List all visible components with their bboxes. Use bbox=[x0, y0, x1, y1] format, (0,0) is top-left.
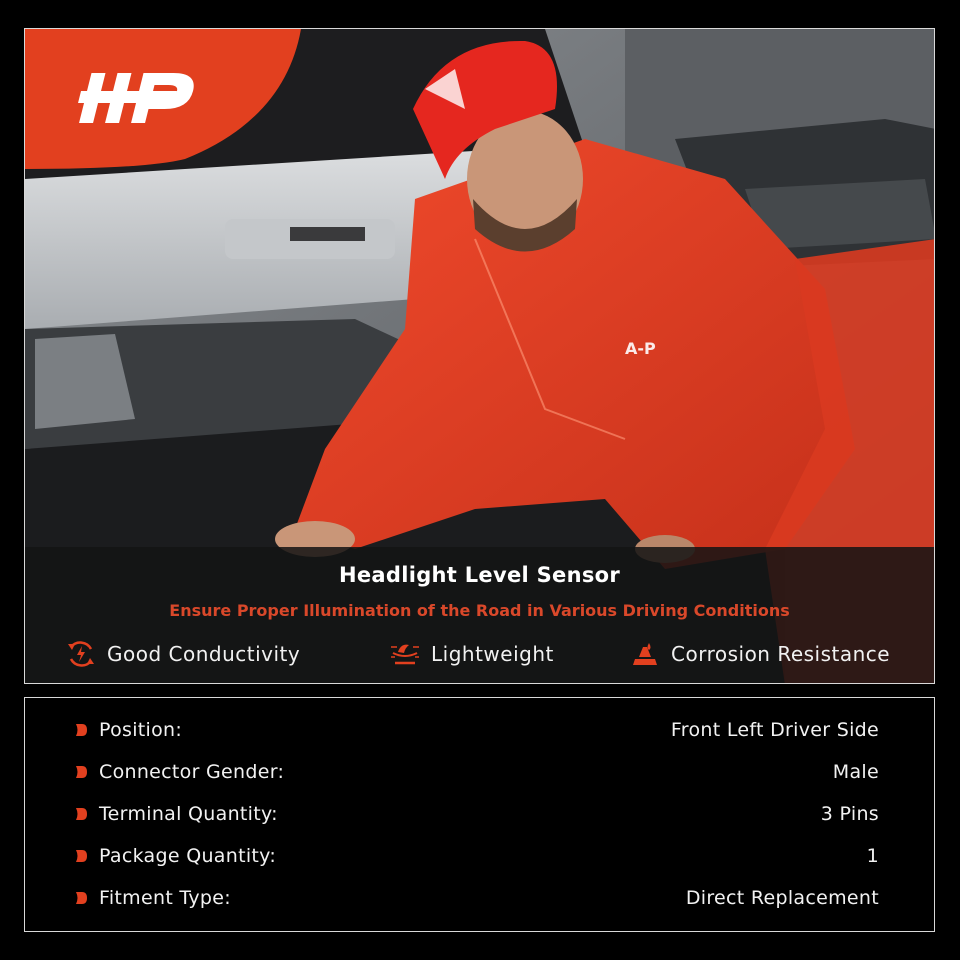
feature-label: Lightweight bbox=[431, 642, 554, 666]
product-caption bbox=[25, 547, 934, 683]
svg-text:A-P: A-P bbox=[625, 339, 656, 358]
spec-row bbox=[73, 759, 879, 785]
spec-name: Package Quantity: bbox=[99, 845, 277, 867]
spec-name: Position: bbox=[99, 719, 183, 741]
feature-label: Good Conductivity bbox=[107, 642, 301, 666]
hero-banner bbox=[24, 28, 935, 684]
bullet-icon bbox=[73, 722, 89, 738]
spec-table bbox=[24, 697, 935, 932]
spec-value: 3 Pins bbox=[820, 803, 879, 825]
spec-value: 1 bbox=[866, 845, 879, 867]
spec-value: Front Left Driver Side bbox=[670, 719, 879, 741]
spec-row bbox=[73, 843, 879, 869]
spec-value: Male bbox=[832, 761, 879, 783]
spec-row bbox=[73, 801, 879, 827]
bullet-icon bbox=[73, 806, 89, 822]
product-subtitle: Ensure Proper Illumination of the Road in Various Driving Conditions bbox=[169, 601, 790, 620]
product-title: Headlight Level Sensor bbox=[338, 563, 620, 587]
brand-logo bbox=[25, 29, 315, 169]
spec-name: Connector Gender: bbox=[99, 761, 285, 783]
feature-corrosion-resistance bbox=[629, 639, 890, 669]
spec-name: Fitment Type: bbox=[99, 887, 231, 909]
spec-row bbox=[73, 885, 879, 911]
spec-value: Direct Replacement bbox=[685, 887, 879, 909]
spec-row bbox=[73, 717, 879, 743]
conductivity-icon bbox=[65, 639, 97, 669]
bullet-icon bbox=[73, 890, 89, 906]
lightweight-icon bbox=[389, 639, 421, 669]
bullet-icon bbox=[73, 848, 89, 864]
feature-lightweight bbox=[389, 639, 554, 669]
bullet-icon bbox=[73, 764, 89, 780]
feature-good-conductivity bbox=[65, 639, 300, 669]
feature-label: Corrosion Resistance bbox=[671, 642, 891, 666]
spec-name: Terminal Quantity: bbox=[99, 803, 278, 825]
corrosion-resistance-icon bbox=[629, 639, 661, 669]
